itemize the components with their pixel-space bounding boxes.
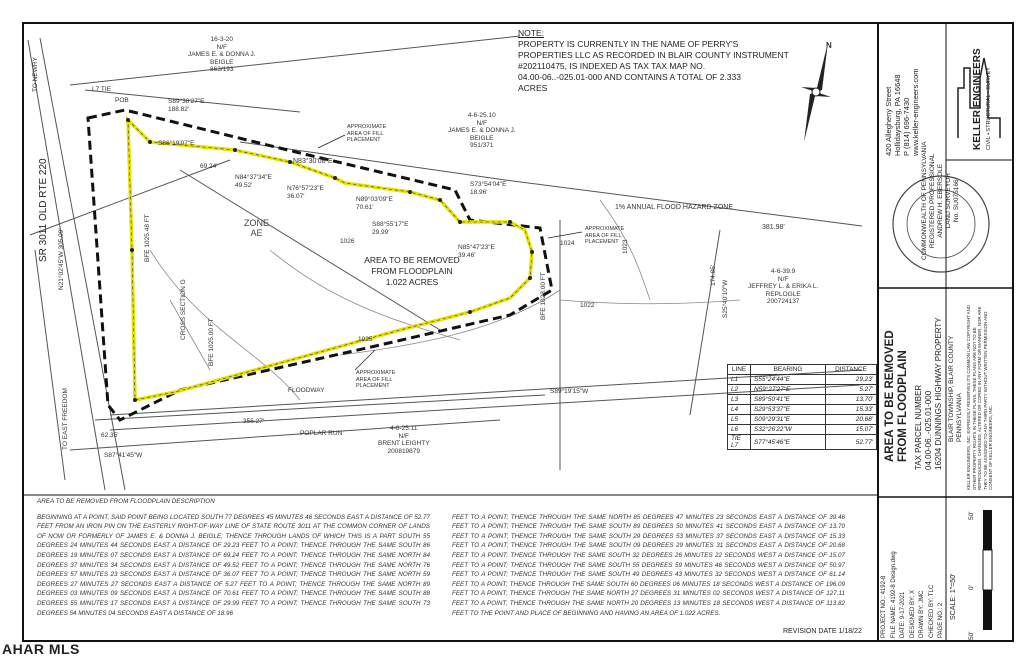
mls-watermark: AHAR MLS <box>2 641 80 657</box>
dist-174-label: 174.85' <box>710 264 717 286</box>
description-column-1: BEGINNING AT A POINT, SAID POINT BEING LOCATED SOUTH 77 DEGREES 45 MINUTES 46 SECONDS EAST A DISTANCE OF 52.77 FEET FROM AN IRON PIN ON THE EASTERLY RIGHT-OF-WAY LINE OF STATE ROUTE 3011 AT THE COMMON CORNER OF LANDS OF NOW OR FORMERLY OF JAMES E. & DONNA J. BEIGLE; THENCE THROUGH LANDS OF WHICH THIS IS A PART SOUTH 55 DEGREES 24 MINUTES 44 SECONDS EAST A DISTANCE OF 29.23 FEET TO A POINT; THENCE THROUGH THE SAME SOUTH 86 DEGREES 19 MINUTES 07 SECONDS EAST A DISTANCE OF 69.24 FEET TO A POINT; THENCE THROUGH THE SAME NORTH 84 DEGREES 37 MINUTES 34 SECONDS EAST A DISTANCE OF 49.52 FEET TO A POINT; THENCE THROUGH THE SAME NORTH 76 DEGREES 57 MINUTES 23 SECONDS EAST A DISTANCE OF 36.07 FEET TO A POINT; THENCE THROUGH THE SAME NORTH 59 DEGREES 27 MINUTES 27 SECONDS EAST A DISTANCE OF 5.27 FEET TO A POINT; THENCE THROUGH THE SAME NORTH 89 DEGREES 03 MINUTES 09 SECONDS EAST A DISTANCE OF 70.61 FEET TO A POINT; THENCE THROUGH THE SAME SOUTH 88 DEGREES 55 MINUTES 17 SECONDS EAST A DISTANCE OF 29.99 FEET TO A POINT; THENCE THROUGH THE SAME SOUTH 73 DEGREES 54 MINUTES 04 SECONDS EAST A DISTANCE OF 18.96 <box>37 513 430 617</box>
s89-bottom-label: S89°19'15"W <box>550 388 589 395</box>
area-label: AREA TO BE REMOVED FROM FLOODPLAIN 1.022 ACRES <box>364 255 460 287</box>
table-row: L6 S32°26'22"W 15.07' <box>728 425 877 435</box>
to-east-freedom-label: TO EAST FREEDOM <box>62 388 69 450</box>
to-newry-label: TO NEWRY <box>32 57 39 92</box>
note-line: #202110475, IS INDEXED AS TAX TAX MAP NO. <box>518 61 706 71</box>
scale-0: 0' <box>968 585 975 590</box>
parcel-north-label: 16-3-20 N/F JAMES E. & DONNA J. BEIGLE 863/193 <box>188 36 256 73</box>
bfe-mid-label: BFE 1025.00 FT <box>208 318 215 366</box>
floodway-label: FLOODWAY <box>288 387 325 394</box>
flood-zone-label: 1% ANNUAL FLOOD HAZARD ZONE <box>615 204 733 211</box>
township-info: BLAIR TOWNSHIP, BLAIR COUNTY PENNSYLVANIA <box>948 335 963 442</box>
cross-section-label: CROSS SECTION G <box>180 279 187 340</box>
note-line: 04.00-06..-025.01-000 AND CONTAINS A TOTAL OF 2.333 <box>518 72 742 82</box>
description-column-2: FEET TO A POINT; THENCE THROUGH THE SAME NORTH 85 DEGREES 47 MINUTES 23 SECONDS EAST A DISTANCE OF 39.46 FEET TO A POINT; THENCE THROUGH THE SAME SOUTH 89 DEGREES 50 MINUTES 41 SECONDS EAST A DISTANCE OF 13.70 FEET TO A POINT; THENCE THROUGH THE SAME SOUTH 29 DEGREES 53 MINUTES 37 SECONDS EAST A DISTANCE OF 15.33 FEET TO A POINT; THENCE THROUGH THE SAME SOUTH 09 DEGREES 29 MINUTES 31 SECONDS EAST A DISTANCE OF 20.68 FEET TO A POINT; THENCE THROUGH THE SAME SOUTH 32 DEGREES 26 MINUTES 22 SECONDS WEST A DISTANCE OF 15.07 FEET TO A POINT; THENCE THROUGH THE SAME SOUTH 55 DEGREES 59 MINUTES 46 SECONDS WEST A DISTANCE OF 50.97 FEET TO A POINT; THENCE THROUGH THE SAME SOUTH 49 DEGREES 43 MINUTES 32 SECONDS WEST A DISTANCE OF 61.14 FEET TO A POINT; THENCE THROUGH THE SAME SOUTH 60 DEGREES 06 MINUTES 18 SECONDS WEST A DISTANCE OF 196.09 FEET TO A POINT; THENCE THROUGH THE SAME NORTH 27 DEGREES 31 MINUTES 02 SECONDS WEST A DISTANCE OF 127.11 FEET TO A POINT; THENCE THROUGH THE SAME NORTH 20 DEGREES 13 MINUTES 18 SECONDS WEST A DISTANCE OF 113.82 FEET TO THE POINT AND PLACE OF BEGINNING AND HAVING AN AREA OF 1.022 ACRES. <box>452 513 845 617</box>
s25-label: S25°40'10"W <box>722 279 729 318</box>
contour-1022-label: 1022 <box>580 302 595 309</box>
company-name: KELLER ENGINEERS <box>972 48 983 150</box>
bfe-right-label: BFE 1023.00 FT <box>540 272 547 320</box>
table-row: L2 N59°27'27"E 5.27' <box>728 385 877 395</box>
table-row: L5 S09°29'31"E 20.68' <box>728 415 877 425</box>
revision-date: REVISION DATE 1/18/22 <box>783 628 862 635</box>
pob-label: POB <box>115 97 129 104</box>
area-description <box>37 497 845 618</box>
s86-label: S86°19'07"E <box>158 140 195 147</box>
fill-placement-boundary <box>88 110 552 420</box>
contour-1024-label: 1024 <box>560 240 575 247</box>
tax-parcel-info: TAX PARCEL NUMBER 04.00-06..-025.01-000 16204 DUNNINGS HIGHWAY PROPERTY <box>914 317 943 470</box>
property-note <box>518 28 818 94</box>
table-row: L3 S89°50'41"E 13.70' <box>728 395 877 405</box>
n84-label: N84°37'34"E 49.52' <box>235 174 272 189</box>
s73-label: S73°54'04"E 18.96' <box>470 181 507 196</box>
dist-355-label: 355.27' <box>243 418 265 425</box>
dist-62-label: 62.35' <box>101 432 119 439</box>
zone-label: ZONE AE <box>244 218 270 238</box>
scale-50-top: 50' <box>968 511 975 520</box>
parcel-east-label: 4-6-39.9 N/F JEFFREY L. & ERIKA L. REPLOGLE 200724137 <box>748 268 819 305</box>
s87-label: S87°41'45"W <box>104 452 143 459</box>
table-row: TIE L7 S77°45'46"E 52.77' <box>728 435 877 450</box>
road-label: SR 3011 OLD RTE 220 <box>38 158 49 262</box>
n85-label: N85°47'23"E 39.46' <box>458 244 495 259</box>
note-line: PROPERTIES LLC AS RECORDED IN BLAIR COUNTY INSTRUMENT <box>518 50 789 60</box>
table-row: L4 S29°53'37"E 15.33' <box>728 405 877 415</box>
n76-label: N76°57'23"E 36.07' <box>287 185 324 200</box>
copyright-notice: KELLER ENGINEERS, INC. EXPRESSLY RESERVES ITS COMMON LAW COPYRIGHT AND OTHER PROPERTY RIGHTS IN THESE PLANS. THESE PLANS ARE NOT TO BE REPRODUCED, CHANGED, ALTERED OR COPIED IN ANY FORM OR MANNER, NOR ARE THEY TO BE ASSIGNED TO ANY THIRD PARTY WITHOUT WRITTEN PERMISSION AND CONSENT OF KELLER ENGINEERS, INC. <box>966 305 993 490</box>
dist-381-label: 381.98' <box>762 224 785 231</box>
s86-dist-label: 69.24' <box>200 163 218 170</box>
company-address: 420 Allegheny Street Hollidaysburg, PA 16648 P (814) 696-7430 www.keller-engineers.com <box>884 68 920 156</box>
note-line: PROPERTY IS CURRENTLY IN THE NAME OF PERRY'S <box>518 39 739 49</box>
contour-1025-label: 1025 <box>358 336 373 343</box>
contour-1023-label: 1023 <box>622 239 629 254</box>
drawing-title: AREA TO BE REMOVED FROM FLOODPLAIN <box>884 330 909 462</box>
line-table <box>727 364 877 450</box>
n89-label: N89°03'09"E 70.61' <box>356 196 393 211</box>
bfe-left-label: BFE 1025.48 FT <box>144 214 151 262</box>
road-bearing-label: N21°02'45"W 305.09' <box>58 228 65 290</box>
note-header: NOTE: <box>518 28 544 38</box>
line-table-header: LINE BEARING DISTANCE <box>728 365 877 375</box>
north-label: N <box>826 41 832 50</box>
company-tagline: CIVIL • STRUCTURAL • SURVEY <box>986 67 992 150</box>
fill-placement-label-1: APPROXIMATE AREA OF FILL PLACEMENT <box>347 124 387 143</box>
top-bearing-label: S89°38'27"E 188.82' <box>168 98 205 113</box>
fill-placement-label-2: APPROXIMATE AREA OF FILL PLACEMENT <box>585 226 625 245</box>
parcel-south-label: 4-6-25.11 N/F BRENT LEIGHTY 200819879 <box>378 425 430 455</box>
project-fields: PROJECT NO.: 4192-8 FILE NAME: 4192-8 Design.dwg DATE: 9-17-2021 DESIGNED BY: X DRAWN BY: JMC CHECKED BY: TLC PAGE NO.: 2 <box>881 551 944 638</box>
s88-label: S88°55'17"E 29.99' <box>372 221 409 236</box>
parcel-northeast-label: 4-6-25.10 N/F JAMES E. & DONNA J. BEIGLE 951/371 <box>448 112 516 149</box>
table-row: L1 S55°24'44"E 29.23' <box>728 375 877 385</box>
description-title: AREA TO BE REMOVED FROM FLOODPLAIN DESCRIPTION <box>37 498 215 505</box>
contour-lines <box>150 200 740 400</box>
scale-label: SCALE: 1"=50' <box>950 573 957 620</box>
note-line: ACRES <box>518 83 548 93</box>
scale-50-bottom: 50' <box>968 631 975 640</box>
contour-1026-label: 1026 <box>340 238 355 245</box>
n83-label: N83°30'08"E <box>293 158 333 165</box>
tie-label: L7 TIE <box>92 86 112 93</box>
fill-placement-label-3: APPROXIMATE AREA OF FILL PLACEMENT <box>356 370 396 389</box>
poplar-run-label: POPLAR RUN <box>300 430 343 437</box>
surveyor-seal: COMMONWEALTH OF PENNSYLVANIA REGISTERED PROFESSIONAL ANDREW H. EBERSOLE LAND SURVEYOR No. SU075166 <box>921 141 960 260</box>
